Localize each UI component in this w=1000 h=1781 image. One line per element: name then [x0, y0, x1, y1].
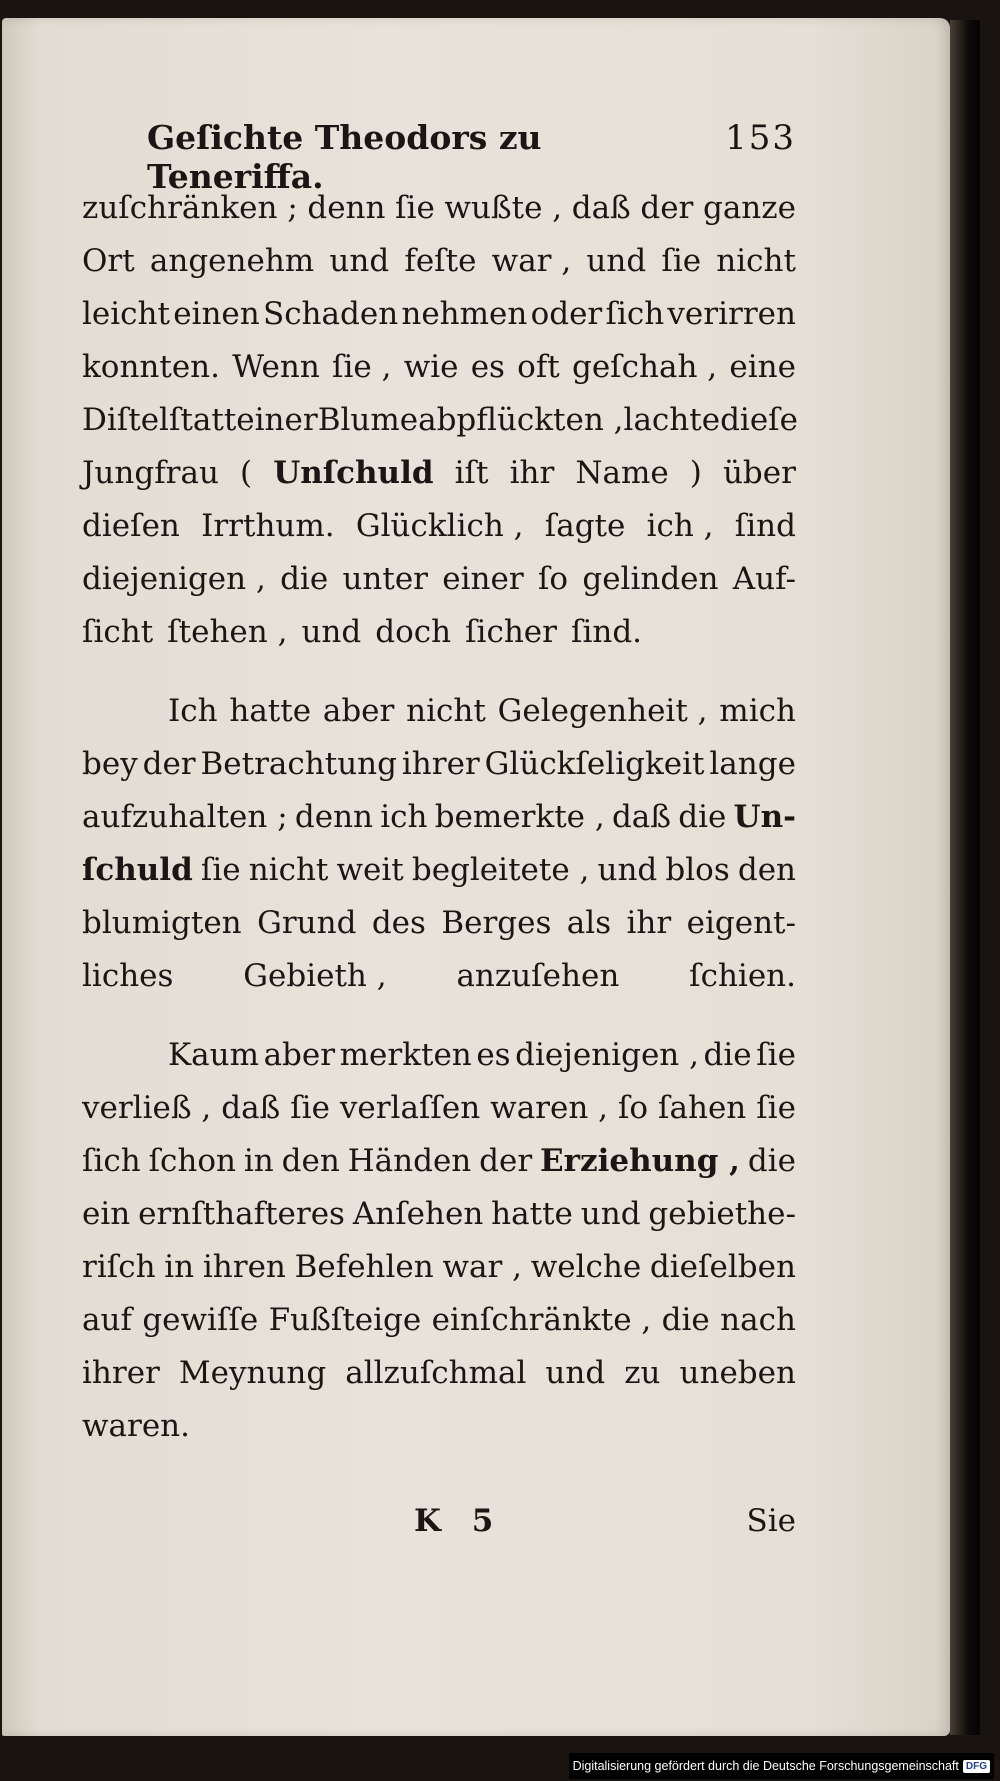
word: Ort	[82, 243, 135, 279]
word: den	[281, 1143, 340, 1179]
word: Betrachtung	[200, 746, 397, 782]
text-line	[82, 447, 796, 500]
word: konnten.	[82, 349, 221, 385]
word: ſtehen ,	[167, 614, 288, 650]
word: bemerkte ,	[434, 799, 605, 835]
word: Befehlen	[294, 1249, 434, 1285]
paragraph	[82, 182, 796, 659]
word: angenehm	[149, 243, 315, 279]
word: Irrthum.	[201, 508, 335, 544]
word: Name	[575, 455, 669, 491]
word: Erziehung ,	[540, 1143, 740, 1179]
word: Glückſeligkeit	[484, 746, 705, 782]
word: des	[371, 905, 426, 941]
word: lange	[709, 746, 796, 782]
word: zu	[624, 1355, 661, 1391]
word: mich	[719, 693, 796, 729]
paragraph-gap	[82, 1003, 796, 1029]
word: ſie	[290, 1090, 330, 1126]
running-head	[82, 118, 796, 196]
word: war ,	[491, 243, 572, 279]
text-line	[82, 950, 796, 1003]
word: Jungfrau	[82, 455, 219, 491]
word: als	[566, 905, 612, 941]
word: leicht	[82, 296, 170, 332]
word: gelinden	[582, 561, 719, 597]
word: Ich	[168, 693, 218, 729]
word: Gelegenheit ,	[497, 693, 708, 729]
text-line	[82, 341, 796, 394]
word: weit	[336, 852, 404, 888]
word: den	[737, 852, 796, 888]
word: Meynung	[178, 1355, 327, 1391]
word: nehmen	[401, 296, 528, 332]
text-line	[82, 1241, 796, 1294]
text-line	[82, 1188, 796, 1241]
word: ſtatt	[168, 402, 237, 438]
word: lachte	[623, 402, 721, 438]
word: ihr	[626, 905, 672, 941]
word: waren ,	[490, 1090, 609, 1126]
word: in	[164, 1249, 195, 1285]
word: ein	[82, 1196, 131, 1232]
word: Blume	[317, 402, 419, 438]
word: allzuſchmal	[345, 1355, 527, 1391]
word: Un-	[733, 799, 796, 835]
word: einer	[236, 402, 318, 438]
text-line	[82, 791, 796, 844]
word: denn	[294, 799, 373, 835]
word: abpflückten ,	[418, 402, 624, 438]
word: anzuſehen	[456, 958, 620, 994]
word: Berges	[441, 905, 552, 941]
word: merkten	[339, 1037, 472, 1073]
word: ſie	[395, 190, 435, 226]
text-line	[82, 1294, 796, 1347]
word: geſchah ,	[571, 349, 718, 385]
word: der	[142, 746, 196, 782]
text-line	[82, 235, 796, 288]
word: verirren	[667, 296, 796, 332]
signature-mark: K 5	[414, 1503, 504, 1539]
word: riſch	[82, 1249, 156, 1285]
word: Wenn	[232, 349, 320, 385]
word: Glücklich ,	[355, 508, 524, 544]
text-line	[82, 1400, 796, 1453]
word: (	[240, 455, 253, 491]
word: zuſchränken ;	[82, 190, 298, 226]
word: hatte	[491, 1196, 573, 1232]
word: )	[689, 455, 702, 491]
word: die	[747, 1143, 796, 1179]
word: wußte ,	[444, 190, 563, 226]
word: und	[329, 243, 390, 279]
word: bey	[82, 746, 138, 782]
word: ganze	[702, 190, 796, 226]
word: ich	[380, 799, 428, 835]
word: blos	[665, 852, 730, 888]
word: aufzuhalten ;	[82, 799, 288, 835]
word: feſte	[404, 243, 477, 279]
word: ſo	[537, 561, 569, 597]
word: einſchränkte ,	[431, 1302, 652, 1338]
word: ſchon	[148, 1143, 237, 1179]
text-line	[82, 288, 796, 341]
word: ſie ,	[332, 349, 392, 385]
text-line	[82, 1029, 796, 1082]
paragraph-gap	[82, 659, 796, 685]
word: iſt	[454, 455, 489, 491]
word: die	[703, 1037, 752, 1073]
word: ſo	[617, 1090, 649, 1126]
word: ihren	[202, 1249, 286, 1285]
word: oft	[517, 349, 560, 385]
word: aber	[322, 693, 395, 729]
word: ihrer	[82, 1355, 160, 1391]
word: einer	[442, 561, 524, 597]
word: ſich	[82, 1143, 141, 1179]
word: dieſe	[720, 402, 798, 438]
paragraph	[82, 685, 796, 1003]
word: ſind.	[570, 614, 643, 650]
book-page	[2, 18, 950, 1736]
word: und	[597, 852, 658, 888]
word: gewiſſe	[142, 1302, 259, 1338]
text-line	[82, 738, 796, 791]
digitization-credit	[569, 1753, 994, 1779]
word: oder	[530, 296, 603, 332]
body-text	[82, 182, 796, 1453]
word: welche	[530, 1249, 642, 1285]
page-footer	[82, 1503, 796, 1553]
word: dieſen	[82, 508, 180, 544]
word: ſie	[756, 1090, 796, 1126]
word: der	[479, 1143, 533, 1179]
word: ihrer	[401, 746, 480, 782]
running-head-title: Geſichte Theodors zu Teneriffa.	[147, 118, 542, 196]
word: eigent-	[686, 905, 796, 941]
text-line	[82, 606, 796, 659]
word: Anſehen	[352, 1196, 484, 1232]
word: waren.	[82, 1408, 191, 1444]
text-line	[82, 844, 796, 897]
word: über	[722, 455, 796, 491]
word: in	[243, 1143, 274, 1179]
word: Grund	[257, 905, 357, 941]
word: ſicher	[465, 614, 557, 650]
page-number: 153	[725, 118, 796, 158]
word: ſicht	[82, 614, 154, 650]
word: war ,	[442, 1249, 523, 1285]
word: begleitete ,	[411, 852, 590, 888]
word: ſahen	[658, 1090, 747, 1126]
word: ſind	[734, 508, 796, 544]
word: diejenigen ,	[82, 561, 266, 597]
word: Gebieth ,	[243, 958, 387, 994]
word: blumigten	[82, 905, 242, 941]
word: daß	[611, 799, 671, 835]
text-block	[82, 118, 796, 1553]
paragraph	[82, 1029, 796, 1453]
word: Unſchuld	[273, 455, 434, 491]
word: verlaſſen	[339, 1090, 481, 1126]
word: die	[661, 1302, 710, 1338]
word: Schaden	[262, 296, 399, 332]
word: doch	[375, 614, 452, 650]
word: und	[580, 1196, 641, 1232]
word: gebiethe-	[648, 1196, 796, 1232]
word: ſich	[605, 296, 665, 332]
word: und	[301, 614, 362, 650]
word: ſie	[200, 852, 241, 888]
word: diejenigen ,	[515, 1037, 699, 1073]
word: ich ,	[646, 508, 714, 544]
word: und	[545, 1355, 606, 1391]
word: einen	[173, 296, 260, 332]
word: hatte	[229, 693, 312, 729]
text-line	[82, 394, 796, 447]
word: es	[476, 1037, 511, 1073]
text-line	[82, 1082, 796, 1135]
word: daß	[571, 190, 631, 226]
text-line	[82, 1135, 796, 1188]
word: Diſtel	[82, 402, 169, 438]
word: die	[280, 561, 329, 597]
word: verließ ,	[82, 1090, 212, 1126]
word: Kaum	[168, 1037, 260, 1073]
word: ſchien.	[689, 958, 796, 994]
word: aber	[263, 1037, 336, 1073]
word: ſchuld	[82, 852, 193, 888]
word: unter	[342, 561, 429, 597]
word: Auf-	[732, 561, 796, 597]
word: daß	[221, 1090, 281, 1126]
word: denn	[307, 190, 386, 226]
word: nicht	[248, 852, 329, 888]
dfg-logo: DFG	[963, 1760, 990, 1773]
word: wie	[403, 349, 459, 385]
word: Fußſteige	[268, 1302, 422, 1338]
page-edge-shadow	[950, 20, 980, 1735]
word: es	[470, 349, 505, 385]
text-line	[82, 1347, 796, 1400]
word: ernſthafteres	[138, 1196, 345, 1232]
word: Händen	[347, 1143, 472, 1179]
credit-text: Digitalisierung gefördert durch die Deutsche Forschungsgemeinschaft	[572, 1759, 959, 1773]
word: ſie	[756, 1037, 796, 1073]
text-line	[82, 500, 796, 553]
word: nicht	[406, 693, 486, 729]
word: ſagte	[544, 508, 626, 544]
word: und	[586, 243, 647, 279]
word: eine	[729, 349, 796, 385]
word: dieſelben	[649, 1249, 796, 1285]
word: der	[640, 190, 694, 226]
text-line	[82, 897, 796, 950]
word: auf	[82, 1302, 132, 1338]
word: ihr	[509, 455, 555, 491]
catchword: Sie	[746, 1503, 796, 1539]
text-line	[82, 553, 796, 606]
word: uneben	[679, 1355, 796, 1391]
word: ſie	[661, 243, 702, 279]
word: die	[678, 799, 727, 835]
word: nach	[720, 1302, 796, 1338]
word: liches	[82, 958, 174, 994]
word: nicht	[716, 243, 796, 279]
text-line	[82, 685, 796, 738]
